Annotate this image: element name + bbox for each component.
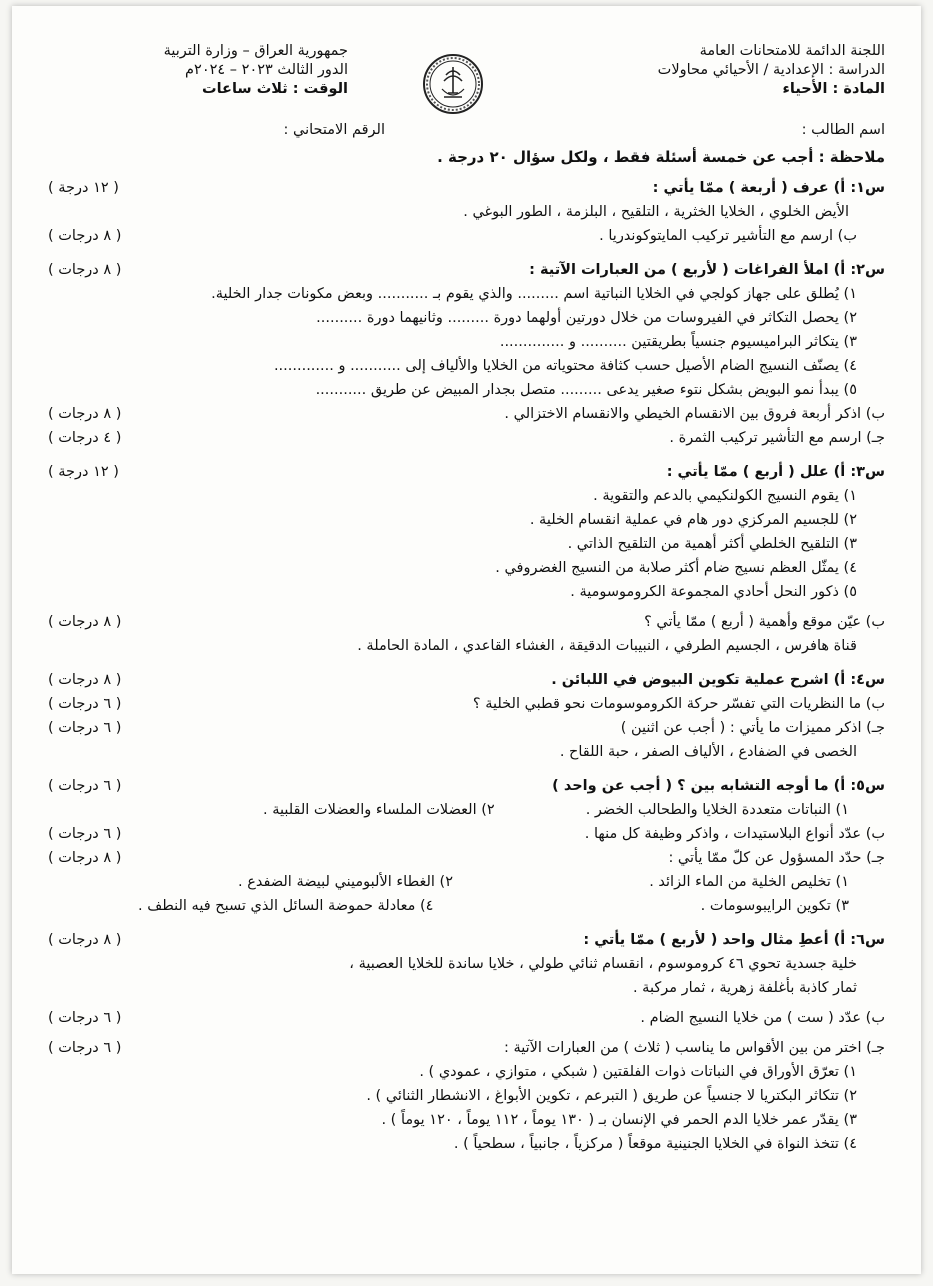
subject: المادة : الأحياء	[782, 81, 885, 97]
q3-b	[48, 610, 885, 634]
q6-c-item-1: ١) تعرّق الأوراق في النباتات ذوات الفلقتين ( شبكي ، متوازي ، عمودي ) .	[419, 1064, 857, 1080]
q3-a-marks: ( ١٢ درجة )	[48, 464, 119, 480]
q4-c-items: الخصى في الضفادع ، الألياف الصفر ، حبة اللقاح .	[559, 744, 857, 760]
q5-c-marks: ( ٨ درجات )	[48, 850, 122, 866]
q2-a	[48, 258, 885, 282]
q6-c-item-3: ٣) يقدّر عمر خلايا الدم الحمر في الإنسان بـ ( ١٣٠ يوماً ، ١١٢ يوماً ، ١٢٠ يوماً ) .	[381, 1112, 857, 1128]
q2-b-marks: ( ٨ درجات )	[48, 406, 122, 422]
q2-item-4: ٤) يصنّف النسيج الضام الأصيل حسب كثافة محتوياته من الخلايا والألياف إلى ........... و .............	[273, 358, 857, 374]
q1-a-items: الأيض الخلوي ، الخلايا الخثرية ، التلقيح ، البلزمة ، الطور البوغي .	[463, 204, 849, 220]
q1-b-marks: ( ٨ درجات )	[48, 228, 122, 244]
q5-a-marks: ( ٦ درجات )	[48, 778, 122, 794]
ministry-seal-icon	[422, 53, 484, 115]
q6-b	[48, 1006, 885, 1030]
exam-duration: الوقت : ثلاث ساعات	[202, 81, 348, 97]
exam-number-label: الرقم الامتحاني :	[283, 122, 385, 138]
q3-item-1: ١) يقوم النسيج الكولنكيمي بالدعم والتقوية .	[593, 488, 857, 504]
q4-b-text: ب) ما النظريات التي تفسّر حركة الكروموسومات نحو قطبي الخلية ؟	[472, 696, 885, 712]
q2-a-text: س٢: أ) املأ الفراغات ( لأربع ) من العبارات الآتية :	[529, 262, 885, 278]
q5-c-text: جـ) حدّد المسؤول عن كلّ ممّا يأتي :	[668, 850, 885, 866]
q5-c-item-3: ٣) تكوين الرايبوسومات .	[700, 898, 849, 914]
q5-c-row2	[48, 894, 885, 918]
q2-item-5: ٥) يبدأ نمو البويض بشكل نتوء صغير يدعى ......... متصل بجدار المبيض عن طريق ...........	[315, 382, 857, 398]
q3-item-4: ٤) يمثّل العظم نسيج ضام أكثر صلابة من النسيج الغضروفي .	[495, 560, 857, 576]
q6-a-marks: ( ٨ درجات )	[48, 932, 122, 948]
q6-c-text: جـ) اختر من بين الأقواس ما يناسب ( ثلاث ) من العبارات الآتية :	[503, 1040, 885, 1056]
q1-a-text: س١: أ) عرف ( أربعة ) ممّا يأتي :	[652, 180, 885, 196]
q2-c	[48, 426, 885, 450]
q6-a-items-1: خلية جسدية تحوي ٤٦ كروموسوم ، انقسام ثنائي طولي ، خلايا ساندة للخلايا العصبية ،	[349, 956, 857, 972]
header-right	[565, 42, 885, 99]
q6-a-items-2: ثمار كاذبة بأغلفة زهرية ، ثمار مركبة .	[632, 980, 857, 996]
q3-item-5: ٥) ذكور النحل أحادي المجموعة الكروموسومية .	[570, 584, 857, 600]
q1-b-text: ب) ارسم مع التأشير تركيب المايتوكوندريا .	[599, 228, 857, 244]
q1-a	[48, 176, 885, 200]
q2-c-marks: ( ٤ درجات )	[48, 430, 122, 446]
q2-item-1: ١) يُطلق على جهاز كولجي في الخلايا النباتية اسم ......... والذي يقوم بـ ........... وبعض مكونات جدار الخلية.	[211, 286, 857, 302]
exam-round: الدور الثالث ٢٠٢٣ – ٢٠٢٤م	[185, 62, 348, 78]
country-ministry: جمهورية العراق – وزارة التربية	[163, 43, 348, 59]
q5-a-text: س٥: أ) ما أوجه التشابه بين ؟ ( أجب عن واحد )	[552, 778, 885, 794]
q6-c-item-2: ٢) تتكاثر البكتريا لا جنسياً عن طريق ( التبرعم ، تكوين الأبواغ ، الانشطار الثنائي ) .	[366, 1088, 857, 1104]
student-name-label: اسم الطالب :	[801, 122, 885, 138]
q4-b	[48, 692, 885, 716]
q1-b	[48, 224, 885, 248]
q2-b-text: ب) اذكر أربعة فروق بين الانقسام الخيطي والانقسام الاختزالي .	[504, 406, 885, 422]
q3-a-text: س٣: أ) علل ( أربع ) ممّا يأتي :	[666, 464, 885, 480]
q5-a-items	[48, 798, 885, 822]
q5-b	[48, 822, 885, 846]
q4-c-marks: ( ٦ درجات )	[48, 720, 122, 736]
q5-a	[48, 774, 885, 798]
q1-a-marks: ( ١٢ درجة )	[48, 180, 119, 196]
q3-a	[48, 460, 885, 484]
questions	[48, 176, 885, 1156]
q5-c-item-4: ٤) معادلة حموضة السائل الذي تسبح فيه النطف .	[138, 898, 434, 914]
q4-b-marks: ( ٦ درجات )	[48, 696, 122, 712]
header-left	[48, 42, 348, 99]
q2-b	[48, 402, 885, 426]
q5-c-item-2: ٢) الغطاء الألبوميني لبيضة الضفدع .	[238, 874, 454, 890]
q2-a-marks: ( ٨ درجات )	[48, 262, 122, 278]
q6-b-text: ب) عدّد ( ست ) من خلايا النسيج الضام .	[640, 1010, 885, 1026]
q5-c	[48, 846, 885, 870]
q5-c-row1	[48, 870, 885, 894]
q6-c-item-4: ٤) تتخذ النواة في الخلايا الجنينية موقعاً ( مركزياً ، جانبياً ، سطحياً ) .	[453, 1136, 857, 1152]
q4-a-text: س٤: أ) اشرح عملية تكوين البيوض في اللبائن .	[551, 672, 885, 688]
committee-title: اللجنة الدائمة للامتحانات العامة	[699, 43, 885, 59]
q4-c-text: جـ) اذكر مميزات ما يأتي : ( أجب عن اثنين )	[620, 720, 885, 736]
exam-note: ملاحظة : أجب عن خمسة أسئلة فقط ، ولكل سؤال ٢٠ درجة .	[437, 148, 885, 166]
q3-b-marks: ( ٨ درجات )	[48, 614, 122, 630]
exam-sheet	[12, 6, 921, 1274]
q5-a-item-1: ١) النباتات متعددة الخلايا والطحالب الخضر .	[585, 802, 849, 818]
study-branch: الدراسة : الإعدادية / الأحيائي محاولات	[657, 62, 885, 78]
q2-item-2: ٢) يحصل التكاثر في الفيروسات من خلال دورتين أولهما دورة ......... وثانيهما دورة ..........	[316, 310, 857, 326]
q5-a-item-2: ٢) العضلات الملساء والعضلات القلبية .	[263, 802, 495, 818]
q6-a-text: س٦: أ) أعطِ مثال واحد ( لأربع ) ممّا يأتي :	[583, 932, 885, 948]
q3-item-3: ٣) التلقيح الخلطي أكثر أهمية من التلقيح الذاتي .	[567, 536, 857, 552]
q2-c-text: جـ) ارسم مع التأشير تركيب الثمرة .	[669, 430, 885, 446]
q3-b-items: قناة هافرس ، الجسيم الطرفي ، النبيبات الدقيقة ، الغشاء القاعدي ، المادة الحاملة .	[357, 638, 857, 654]
q2-item-3: ٣) يتكاثر البراميسيوم جنسياً بطريقتين .......... و ..............	[499, 334, 857, 350]
q6-c	[48, 1036, 885, 1060]
q4-a	[48, 668, 885, 692]
q6-b-marks: ( ٦ درجات )	[48, 1010, 122, 1026]
exam-header	[12, 6, 921, 116]
q6-a	[48, 928, 885, 952]
q5-b-marks: ( ٦ درجات )	[48, 826, 122, 842]
q5-b-text: ب) عدّد أنواع البلاستيدات ، واذكر وظيفة كل منها .	[584, 826, 885, 842]
q3-item-2: ٢) للجسيم المركزي دور هام في عملية انقسام الخلية .	[529, 512, 857, 528]
q5-c-item-1: ١) تخليص الخلية من الماء الزائد .	[649, 874, 849, 890]
q3-b-text: ب) عيّن موقع وأهمية ( أربع ) ممّا يأتي ؟	[644, 614, 885, 630]
q4-a-marks: ( ٨ درجات )	[48, 672, 122, 688]
q6-c-marks: ( ٦ درجات )	[48, 1040, 122, 1056]
q4-c	[48, 716, 885, 740]
